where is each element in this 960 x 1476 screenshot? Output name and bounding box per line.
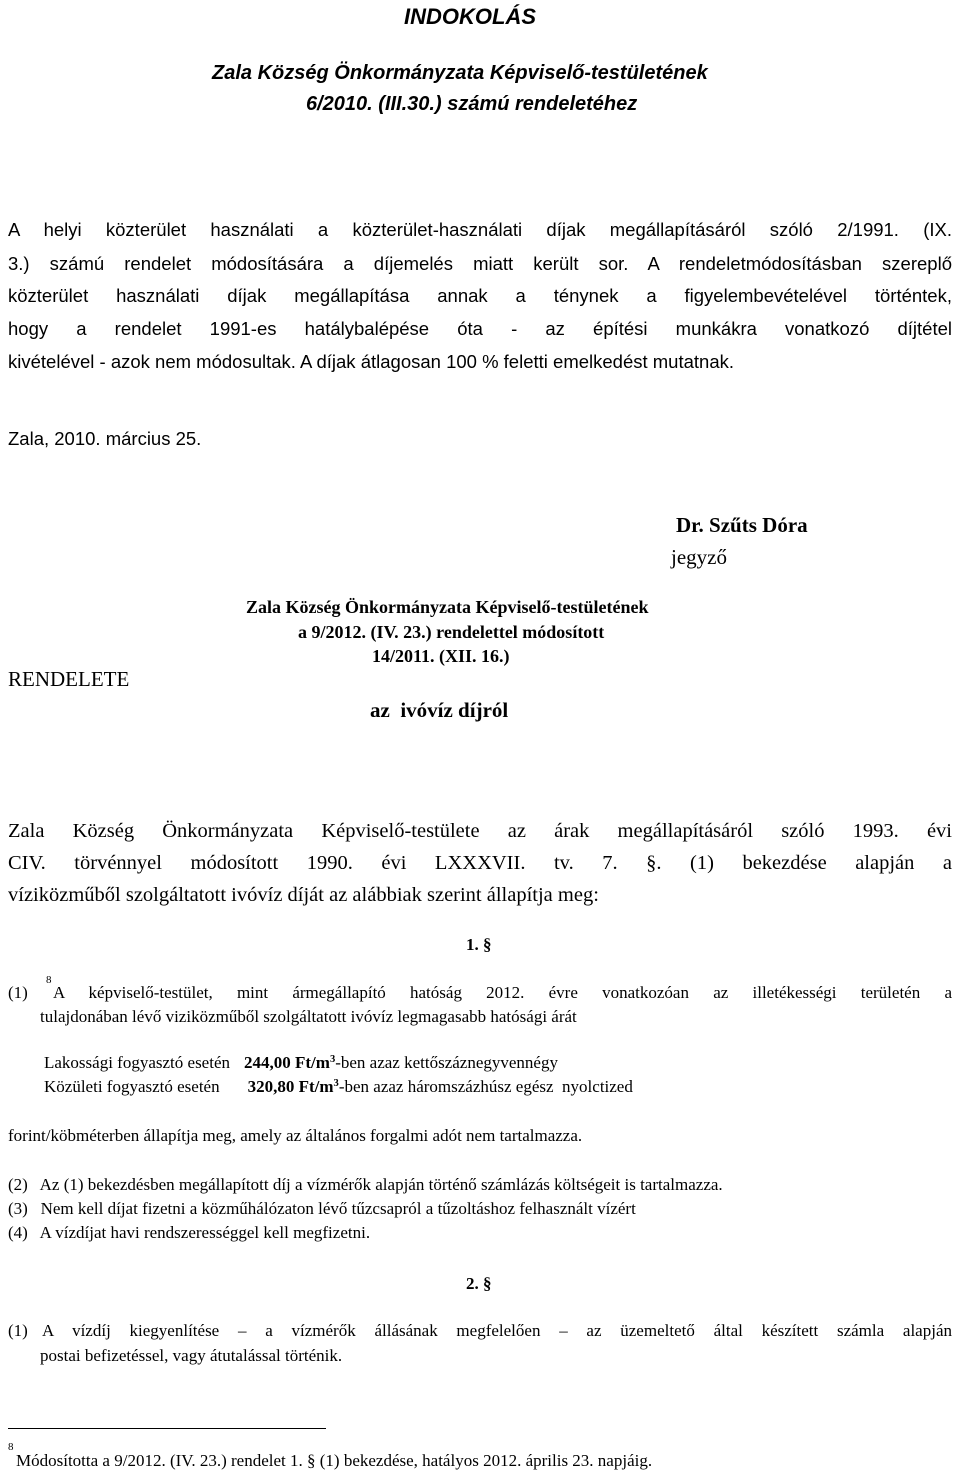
price-commercial-exponent: 3 — [333, 1078, 339, 1090]
price-commercial-value: 320,80 Ft/m — [247, 1077, 334, 1096]
price-residential-exponent: 3 — [329, 1054, 336, 1066]
price-commercial-words: -ben azaz háromszázhúsz egész nyolctized — [338, 1077, 633, 1096]
section1-p1-line2: tulajdonában lévő viziközműből szolgáltatott ivóvíz legmagasabb hatósági árát — [40, 1007, 577, 1026]
rendelete-title-line3: 14/2011. (XII. 16.) — [372, 646, 510, 666]
preamble-line1: Zala Község Önkormányzata Képviselő-testülete az árak megállapításáról szóló 1993. évi — [8, 820, 952, 842]
footnote-separator — [8, 1428, 326, 1429]
indoklas-para-line5: kivételével - azok nem módosultak. A díjak átlagosan 100 % feletti emelkedést mutatnak. — [8, 351, 735, 372]
price-residential-label: Lakossági fogyasztó esetén — [44, 1053, 230, 1072]
section1-p1-number: (1) — [8, 983, 28, 1002]
rendelete-title-line2: a 9/2012. (IV. 23.) rendelettel módosított — [298, 622, 605, 642]
section1-p2: (2) Az (1) bekezdésben megállapított díj a vízmérők alapján történő számlázás költségeit is tartalmazza. — [8, 1175, 723, 1194]
price-commercial-label: Közületi fogyasztó esetén — [44, 1077, 220, 1096]
section2-p1-number: (1) — [8, 1321, 28, 1340]
price-row-residential — [44, 1053, 558, 1073]
indoklas-para-line4: hogy a rendelet 1991-es hatálybalépése óta - az építési munkákra vonatkozó díjtétel — [8, 318, 952, 339]
section2-p1-line1: A vízdíj kiegyenlítése – a vízmérők állásának megfelelően – az üzemeltető által készített számla alapján — [42, 1321, 952, 1340]
section2-heading: 2. § — [466, 1274, 492, 1293]
price-residential-words: -ben azaz kettőszáznegyvennégy — [335, 1053, 558, 1072]
preamble-line2: CIV. törvénnyel módosított 1990. évi LXXXVII. tv. 7. §. (1) bekezdése alapján a — [8, 852, 952, 874]
section1-heading: 1. § — [466, 935, 492, 954]
indoklas-para-line1: A helyi közterület használati a közterület-használati díjak megállapításáról szóló 2/1991. (IX. — [8, 219, 952, 240]
section1-p1-footnote-ref: 8 — [46, 974, 52, 986]
section1-closing: forint/köbméterben állapítja meg, amely az általános forgalmi adót nem tartalmazza. — [8, 1126, 583, 1145]
footnote-text: Módosította a 9/2012. (IV. 23.) rendelet 1. § (1) bekezdése, hatályos 2012. április 23. napjáig. — [16, 1451, 653, 1470]
section1-p1-line1: A képviselő-testület, mint ármegállapító hatóság 2012. évre vonatkozóan az illetékességi területén a — [53, 983, 952, 1002]
indoklas-date: Zala, 2010. március 25. — [8, 428, 202, 449]
signer-name: Dr. Szűts Dóra — [676, 513, 808, 537]
rendelete-title-line1: Zala Község Önkormányzata Képviselő-testületének — [246, 597, 649, 617]
signer-title: jegyző — [671, 545, 727, 569]
rendelete-subject: az ivóvíz díjról — [370, 698, 509, 722]
price-residential-value: 244,00 Ft/m — [244, 1053, 330, 1072]
preamble-line3: víziközműből szolgáltatott ivóvíz díját az alábbiak szerint állapítja meg: — [8, 884, 599, 906]
rendelete-label: RENDELETE — [8, 667, 130, 691]
section1-p3: (3) Nem kell díjat fizetni a közműhálózaton lévő tűzcsapról a tűzoltáshoz felhasznált vízért — [8, 1199, 636, 1218]
price-row-commercial — [44, 1077, 633, 1097]
indoklas-subtitle-line2: 6/2010. (III.30.) számú rendeletéhez — [306, 93, 638, 115]
section1-p4: (4) A vízdíjat havi rendszerességgel kell megfizetni. — [8, 1223, 371, 1242]
section2-p1-line2: postai befizetéssel, vagy átutalással történik. — [40, 1346, 343, 1365]
footnote-number: 8 — [8, 1441, 14, 1453]
indoklas-para-line2: 3.) számú rendelet módosítására a díjemelés miatt került sor. A rendeletmódosításban szereplő — [8, 253, 952, 274]
indoklas-subtitle-line1: Zala Község Önkormányzata Képviselő-testületének — [212, 62, 708, 84]
indoklas-heading: INDOKOLÁS — [404, 4, 536, 29]
indoklas-para-line3: közterület használati díjak megállapítása annak a ténynek a figyelembevételével történtek, — [8, 285, 952, 306]
